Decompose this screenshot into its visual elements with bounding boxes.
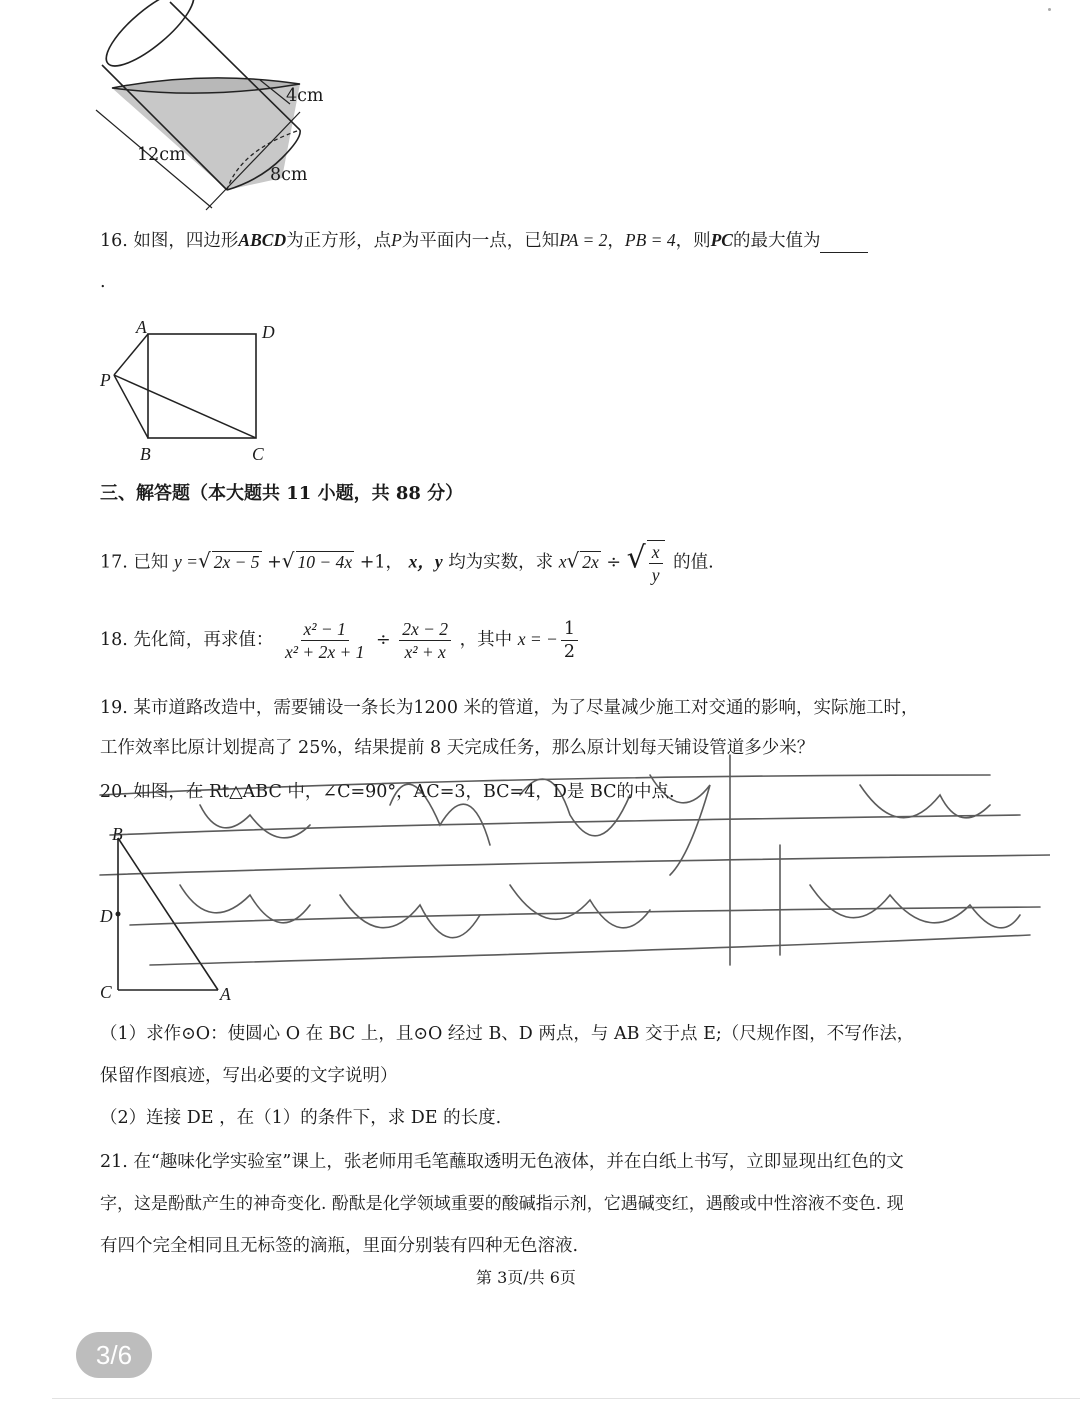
viewer-corner-dot: [1048, 8, 1051, 11]
q18-x-eq: x = −: [517, 629, 558, 649]
q17-number: 17.: [100, 552, 128, 573]
label-B: B: [140, 444, 151, 464]
q17-x: x: [558, 551, 567, 572]
q16-trailing-dot: .: [100, 272, 106, 292]
page-indicator[interactable]: 3/6: [76, 1332, 152, 1378]
q20-part2: （2）连接 DE ，在（1）的条件下，求 DE 的长度.: [100, 1108, 502, 1128]
q21-line-3: 有四个完全相同且无标签的滴瓶，里面分别装有四种无色溶液.: [100, 1236, 579, 1256]
q18-half-den: 2: [563, 642, 575, 662]
q17-div: ÷: [606, 552, 622, 573]
q16-text-b: 为正方形，点: [286, 231, 392, 251]
q18-frac1-den: x² + 2x + 1: [285, 642, 365, 662]
tri-label-B: B: [112, 824, 123, 844]
scribble-line: [150, 935, 1030, 965]
q19-line-1: [100, 696, 919, 720]
q17-plus-one: +1，: [359, 552, 403, 573]
label-P: P: [100, 370, 111, 390]
q18-where: ，其中: [459, 630, 513, 650]
q18-number: 18.: [100, 630, 128, 650]
q17-radicand-1: 2x − 5: [213, 551, 260, 572]
q18-fraction-2: [399, 618, 451, 663]
tri-label-D: D: [100, 906, 113, 926]
q16-text-c: 为平面内一点，已知: [401, 231, 560, 251]
q16-text-a: 如图，四边形: [133, 231, 239, 251]
label-C: C: [252, 444, 264, 464]
scribble-stroke: [810, 885, 1020, 928]
q18-half-num: 1: [561, 618, 578, 641]
scribble-stroke: [390, 784, 490, 845]
radical-sign: √: [197, 548, 211, 573]
q18-fraction-1: [282, 618, 367, 663]
q21-line1-text: 在“趣味化学实验室”课上，张老师用毛笔蘸取透明无色液体，并在白纸上书写，立即显现出红色的文: [133, 1152, 904, 1172]
scribble-stroke: [200, 805, 310, 838]
q18-intro: 先化简，再求值：: [133, 630, 274, 650]
q19-line1-text: 某市道路改造中，需要铺设一条长为1200 米的管道，为了尽量减少施工对交通的影响，实际施工时，: [133, 698, 919, 718]
radical-sign: √: [626, 540, 646, 576]
cyl-label-12cm: 12cm: [137, 145, 186, 165]
q16-text-d: ，则: [675, 231, 711, 251]
q16-pc: PC: [710, 230, 733, 250]
segment-pc: [114, 375, 256, 438]
q16-abcd: ABCD: [238, 230, 287, 250]
q17-radicand-2: 10 − 4x: [297, 551, 353, 572]
q17-frac-num: x: [649, 541, 663, 564]
viewer-bottom-divider: [52, 1398, 1080, 1399]
q16-answer-blank: [820, 234, 868, 253]
q17-y-eq: y =: [174, 551, 198, 572]
label-D: D: [262, 322, 275, 342]
q16-text-e: 的最大值为: [732, 231, 821, 251]
tri-label-C: C: [100, 982, 112, 1002]
cyl-label-4cm: 4cm: [286, 86, 324, 106]
q20-text: 如图，在 Rt△ABC 中，∠C=90°，AC=3，BC=4，D是 BC的中点.: [133, 782, 675, 802]
q18-half: [561, 618, 578, 663]
q20-part1-b: 保留作图痕迹，写出必要的文字说明）: [100, 1066, 398, 1086]
q21-number: 21.: [100, 1152, 128, 1172]
cylinder-top-ellipse: [96, 0, 203, 77]
q21-line-2: 字，这是酚酞产生的神奇变化. 酚酞是化学领域重要的酸碱指示剂，它遇碱变红，遇酸或中性溶液不变色. 现: [100, 1194, 904, 1214]
q20-number: 20.: [100, 782, 128, 802]
q16-pa: PA = 2: [559, 230, 608, 250]
q17-tail: 的值.: [673, 552, 714, 573]
q17-mid: 均为实数，求: [448, 552, 554, 573]
cyl-label-8cm: 8cm: [270, 165, 308, 185]
scribble-line: [100, 775, 990, 795]
q17-xy: x，y: [408, 551, 443, 572]
q20-part1-a: （1）求作⊙O：使圆心 O 在 BC 上，且⊙O 经过 B、D 两点，与 AB 交于点 E;（尺规作图，不写作法，: [100, 1024, 915, 1044]
square-abcd: [148, 334, 256, 438]
q19-line-2: 工作效率比原计划提高了 25%，结果提前 8 天完成任务，那么原计划每天铺设管道多少米？: [100, 738, 815, 758]
page-footer: 第 3页/共 6页: [476, 1268, 576, 1287]
q18-frac1-num: x² − 1: [301, 618, 349, 641]
handwriting-watermark: [90, 735, 1050, 995]
scribble-line: [100, 855, 1050, 875]
q17-radicand-3: 2x: [582, 551, 599, 572]
label-A: A: [136, 317, 147, 337]
q16-p: P: [391, 230, 402, 250]
q16-pb: PB = 4: [624, 230, 676, 250]
scribble-stroke: [520, 779, 630, 836]
q16-text: [100, 228, 868, 253]
segment-pb: [114, 375, 148, 438]
q16-number: 16.: [100, 231, 128, 251]
scribble-stroke: [510, 885, 650, 928]
q19-number: 19.: [100, 698, 128, 718]
q17-intro: 已知: [133, 552, 169, 573]
q21-line-1: [100, 1150, 904, 1174]
scribble-stroke: [860, 785, 990, 818]
tri-label-A: A: [220, 984, 231, 1004]
scribble-stroke: [340, 895, 480, 938]
q17-frac-den: y: [651, 565, 660, 585]
segment-pa: [114, 334, 148, 375]
radical-sign: √: [281, 548, 295, 573]
q18-frac2-num: 2x − 2: [399, 618, 451, 641]
q17-plus: +: [267, 552, 282, 573]
section-3-title: 三、解答题（本大题共 11 小题，共 88 分）: [100, 483, 464, 504]
q18-div: ÷: [375, 630, 391, 650]
q17-text: [100, 540, 714, 586]
q16-sep: ，: [607, 231, 625, 251]
q18-text: [100, 618, 581, 663]
radical-sign: √: [566, 548, 580, 573]
q17-fraction: [647, 540, 665, 586]
q18-frac2-den: x² + x: [404, 642, 446, 662]
scribble-stroke: [180, 885, 310, 923]
